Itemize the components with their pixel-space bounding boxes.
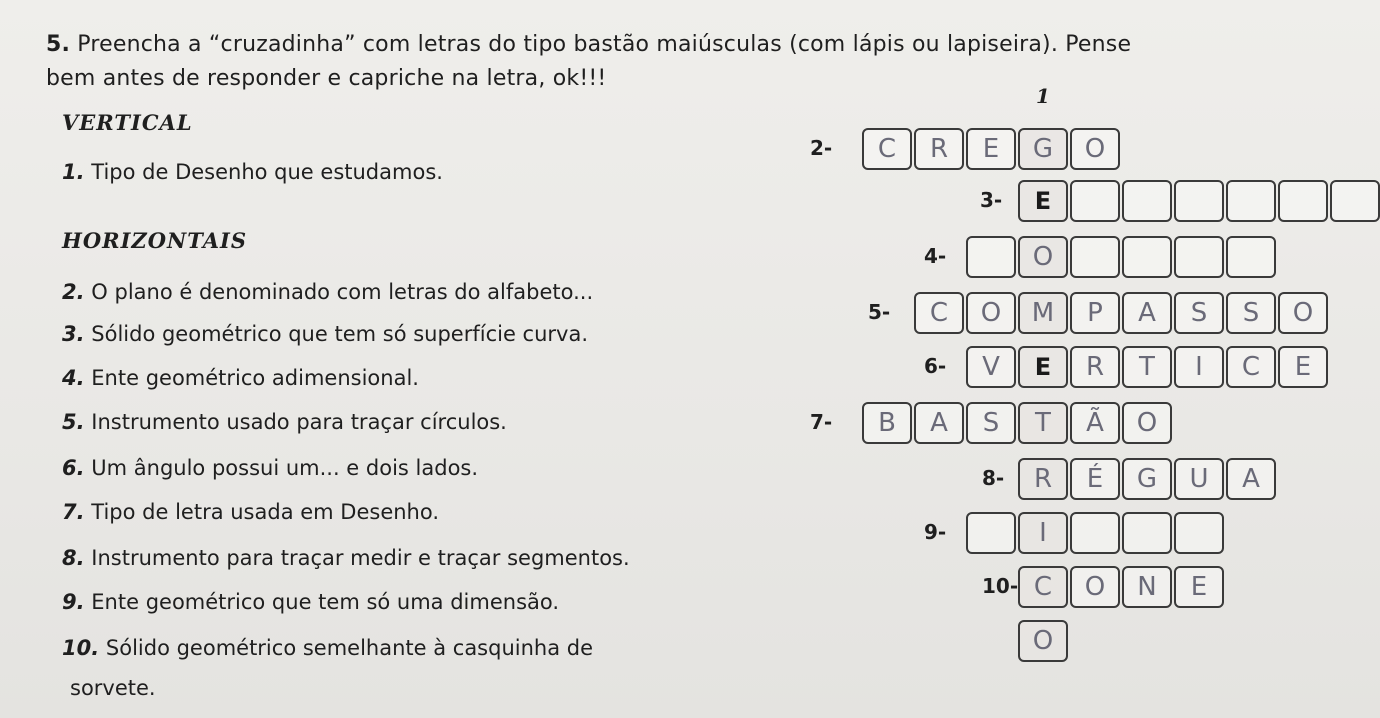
- handwritten-letter: [1070, 180, 1120, 222]
- clue-horizontal-5: [62, 410, 507, 434]
- handwritten-letter: [1330, 180, 1380, 222]
- handwritten-letter: R: [929, 134, 949, 164]
- handwritten-letter: [1122, 236, 1172, 278]
- handwritten-letter: N: [1137, 572, 1157, 602]
- handwritten-letter: R: [1033, 464, 1053, 494]
- handwritten-letter: S: [1242, 298, 1260, 328]
- handwritten-letter: O: [1292, 298, 1314, 328]
- clue-text: Instrumento para traçar medir e traçar segmentos.: [91, 546, 630, 570]
- row-label-9: 9-: [924, 520, 947, 544]
- row-label-5: 5-: [868, 300, 891, 324]
- printed-letter: E: [1034, 187, 1052, 215]
- clue-horizontal-3: [62, 322, 588, 346]
- clue-text: Tipo de letra usada em Desenho.: [91, 500, 440, 524]
- handwritten-letter: P: [1087, 298, 1103, 328]
- horizontal-heading: HORIZONTAIS: [62, 228, 247, 253]
- clue-text: Ente geométrico adimensional.: [91, 366, 419, 390]
- handwritten-letter: [1226, 236, 1276, 278]
- handwritten-letter: [1070, 512, 1120, 554]
- handwritten-letter: E: [982, 134, 1000, 164]
- column-label-1: 1: [1036, 84, 1050, 108]
- handwritten-letter: T: [1139, 352, 1155, 382]
- clue-number: 3.: [62, 322, 85, 346]
- row-label-3: 3-: [980, 188, 1003, 212]
- question-instruction: [46, 28, 1366, 96]
- handwritten-letter: [1174, 512, 1224, 554]
- clue-horizontal-9: [62, 590, 559, 614]
- handwritten-letter: O: [1084, 134, 1106, 164]
- clue-horizontal-4: [62, 366, 419, 390]
- clue-horizontal-2: [62, 280, 593, 304]
- clue-number: 2.: [62, 280, 85, 304]
- handwritten-letter: [966, 236, 1016, 278]
- handwritten-letter: C: [1241, 352, 1261, 382]
- handwritten-letter: [1174, 236, 1224, 278]
- handwritten-letter: I: [1195, 352, 1203, 382]
- handwritten-letter: [1070, 236, 1120, 278]
- row-label-2: 2-: [810, 136, 833, 160]
- handwritten-letter: [1174, 180, 1224, 222]
- instruction-line-2: bem antes de responder e capriche na letra, ok!!!: [46, 66, 607, 91]
- handwritten-letter: V: [982, 352, 1000, 382]
- clue-number: 6.: [62, 456, 85, 480]
- clue-text: Um ângulo possui um... e dois lados.: [91, 456, 479, 480]
- clue-vertical-1: [62, 160, 443, 184]
- clue-number: 5.: [62, 410, 85, 434]
- clue-text: Sólido geométrico que tem só superfície curva.: [91, 322, 589, 346]
- clue-number: 1.: [62, 160, 85, 184]
- handwritten-letter: U: [1189, 464, 1209, 494]
- row-label-4: 4-: [924, 244, 947, 268]
- instruction-line-1: Preencha a “cruzadinha” com letras do tipo bastão maiúsculas (com lápis ou lapiseira). Pense: [77, 32, 1132, 57]
- row-label-6: 6-: [924, 354, 947, 378]
- clue-text: Tipo de Desenho que estudamos.: [91, 160, 443, 184]
- handwritten-letter: O: [1032, 626, 1054, 656]
- row-label-7: 7-: [810, 410, 833, 434]
- handwritten-letter: C: [1033, 572, 1053, 602]
- handwritten-letter: A: [1138, 298, 1156, 328]
- question-number: 5.: [46, 32, 71, 57]
- handwritten-letter: R: [1085, 352, 1105, 382]
- handwritten-letter: G: [1136, 464, 1158, 494]
- clue-number: 4.: [62, 366, 85, 390]
- handwritten-letter: O: [1032, 242, 1054, 272]
- handwritten-letter: É: [1086, 464, 1104, 494]
- clue-text: O plano é denominado com letras do alfabeto...: [91, 280, 594, 304]
- printed-letter: E: [1034, 353, 1052, 381]
- clue-text: Instrumento usado para traçar círculos.: [91, 410, 507, 434]
- handwritten-letter: Ã: [1086, 408, 1104, 438]
- handwritten-letter: O: [1136, 408, 1158, 438]
- handwritten-letter: M: [1031, 298, 1055, 328]
- handwritten-letter: [1122, 180, 1172, 222]
- handwritten-letter: [1122, 512, 1172, 554]
- handwritten-letter: S: [1190, 298, 1208, 328]
- handwritten-letter: E: [1294, 352, 1312, 382]
- handwritten-letter: B: [878, 408, 896, 438]
- handwritten-letter: [1278, 180, 1328, 222]
- clue-text: sorvete.: [70, 676, 156, 700]
- clue-number: 9.: [62, 590, 85, 614]
- clue-horizontal-7: [62, 500, 439, 524]
- row-label-8: 8-: [982, 466, 1005, 490]
- vertical-heading: VERTICAL: [62, 110, 193, 135]
- clue-number: 10.: [62, 636, 100, 660]
- clue-horizontal-11: [70, 676, 156, 700]
- handwritten-letter: E: [1190, 572, 1208, 602]
- handwritten-letter: C: [929, 298, 949, 328]
- handwritten-letter: A: [1242, 464, 1260, 494]
- handwritten-letter: C: [877, 134, 897, 164]
- handwritten-letter: T: [1035, 408, 1051, 438]
- clue-horizontal-10: [62, 636, 593, 660]
- row-label-10: 10-: [982, 574, 1019, 598]
- clue-text: Ente geométrico que tem só uma dimensão.: [91, 590, 560, 614]
- clue-text: Sólido geométrico semelhante à casquinha de: [105, 636, 594, 660]
- handwritten-letter: [1226, 180, 1276, 222]
- clue-horizontal-8: [62, 546, 630, 570]
- handwritten-letter: A: [930, 408, 948, 438]
- handwritten-letter: I: [1039, 518, 1047, 548]
- handwritten-letter: [966, 512, 1016, 554]
- handwritten-letter: G: [1032, 134, 1054, 164]
- handwritten-letter: O: [980, 298, 1002, 328]
- clue-number: 8.: [62, 546, 85, 570]
- clue-number: 7.: [62, 500, 85, 524]
- clue-horizontal-6: [62, 456, 478, 480]
- handwritten-letter: O: [1084, 572, 1106, 602]
- handwritten-letter: S: [982, 408, 1000, 438]
